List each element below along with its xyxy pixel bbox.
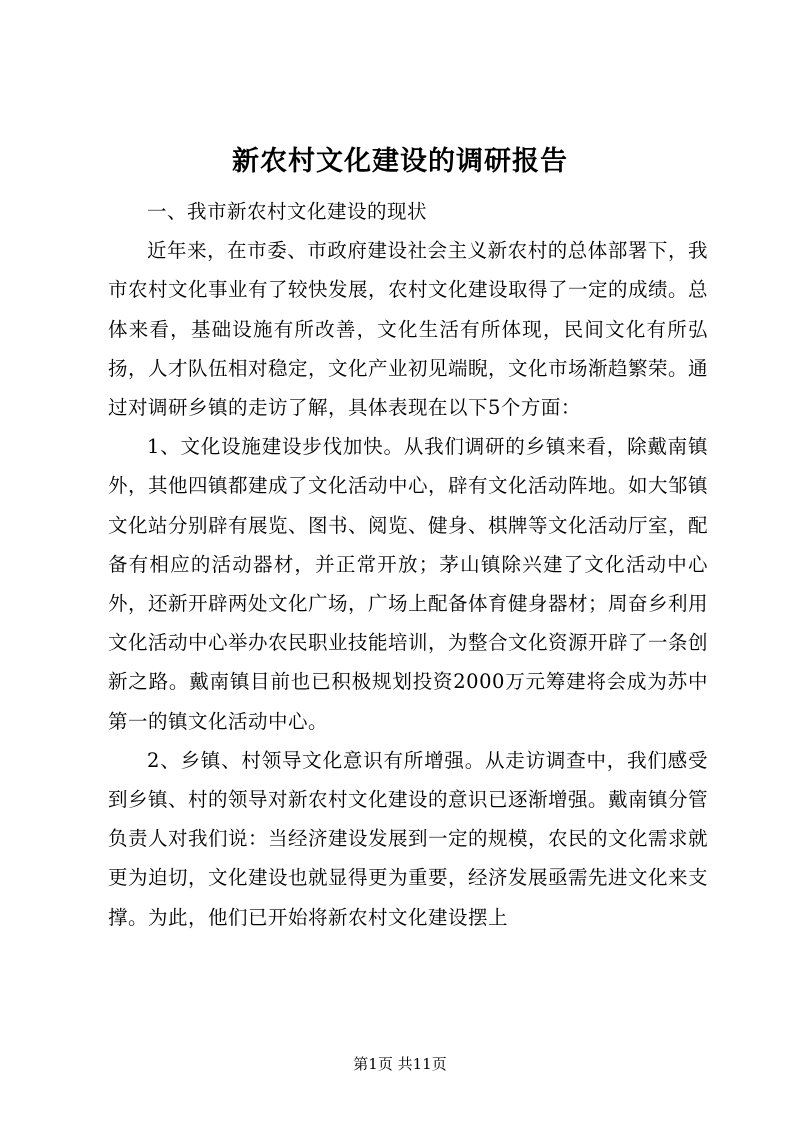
paragraph-item-1: 1、文化设施建设步伐加快。从我们调研的乡镇来看，除戴南镇外，其他四镇都建成了文化活动中心，辟有文化活动阵地。如大邹镇文化站分别辟有展览、图书、阅览、健身、棋牌等文化活动厅室，配备有相应的活动器材，并正常开放；茅山镇除兴建了文化活动中心外，还新开辟两处文化广场，广场上配备体育健身器材；周奋乡利用文化活动中心举办农民职业技能培训，为整合文化资源开辟了一条创新之路。戴南镇目前也已积极规划投资2000万元筹建将会成为苏中第一的镇文化活动中心。 [108,435,709,733]
page-footer: 第1页 共11页 [353,1055,447,1073]
paragraph-item-2: 2、乡镇、村领导文化意识有所增强。从走访调查中，我们感受到乡镇、村的领导对新农村文化建设的意识已逐渐增强。戴南镇分管负责人对我们说：当经济建设发展到一定的规模，农民的文化需求就更为迫切，文化建设也就显得更为重要，经济发展亟需先进文化来支撑。为此，他们已开始将新农村文化建设摆上 [108,748,709,929]
document-title: 新农村文化建设的调研报告 [232,146,568,177]
section-heading: 一、我市新农村文化建设的现状 [147,200,428,223]
document-body [108,192,708,937]
paragraph-intro: 近年来，在市委、市政府建设社会主义新农村的总体部署下，我市农村文化事业有了较快发展，农村文化建设取得了一定的成绩。总体来看，基础设施有所改善，文化生活有所体现，民间文化有所弘扬，人才队伍相对稳定，文化产业初见端睨，文化市场渐趋繁荣。通过对调研乡镇的走访了解，具体表现在以下5个方面： [108,239,709,420]
